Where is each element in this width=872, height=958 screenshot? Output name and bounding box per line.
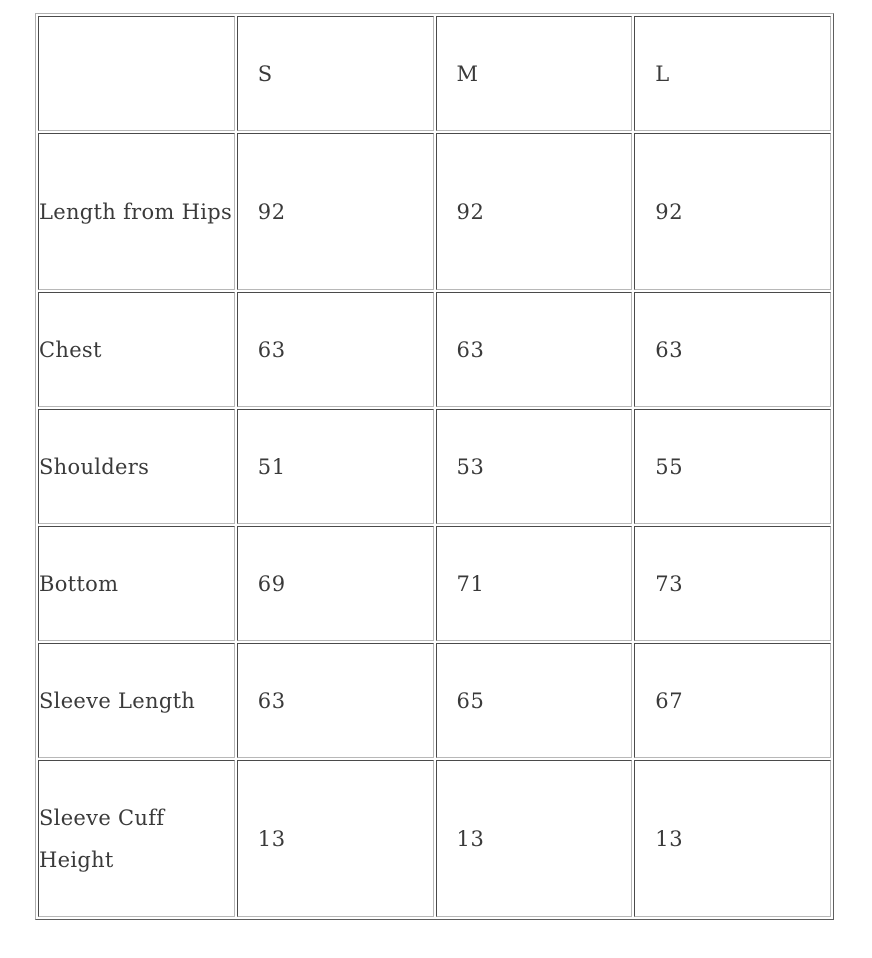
- value-cell: 69: [237, 526, 434, 641]
- size-chart-table: [35, 13, 834, 920]
- value-cell: 13: [634, 760, 831, 917]
- row-label: Length from Hips: [38, 133, 235, 290]
- value-cell: 92: [634, 133, 831, 290]
- size-header-m: M: [436, 16, 633, 131]
- value-cell: 63: [436, 292, 633, 407]
- header-corner-cell: [38, 16, 235, 131]
- row-label: Shoulders: [38, 409, 235, 524]
- value-cell: 71: [436, 526, 633, 641]
- size-header-l: L: [634, 16, 831, 131]
- value-cell: 51: [237, 409, 434, 524]
- value-cell: 73: [634, 526, 831, 641]
- value-cell: 13: [436, 760, 633, 917]
- row-label: Sleeve Length: [38, 643, 235, 758]
- value-cell: 67: [634, 643, 831, 758]
- value-cell: 53: [436, 409, 633, 524]
- value-cell: 63: [237, 292, 434, 407]
- size-header-s: S: [237, 16, 434, 131]
- table-row: [38, 526, 831, 641]
- value-cell: 63: [634, 292, 831, 407]
- table-row: [38, 760, 831, 917]
- table-row: [38, 292, 831, 407]
- value-cell: 63: [237, 643, 434, 758]
- row-label: Chest: [38, 292, 235, 407]
- table-row: [38, 133, 831, 290]
- header-row: [38, 16, 831, 131]
- value-cell: 65: [436, 643, 633, 758]
- table-row: [38, 409, 831, 524]
- row-label: Bottom: [38, 526, 235, 641]
- value-cell: 55: [634, 409, 831, 524]
- row-label: Sleeve Cuff Height: [38, 760, 235, 917]
- value-cell: 92: [237, 133, 434, 290]
- value-cell: 92: [436, 133, 633, 290]
- table-row: [38, 643, 831, 758]
- value-cell: 13: [237, 760, 434, 917]
